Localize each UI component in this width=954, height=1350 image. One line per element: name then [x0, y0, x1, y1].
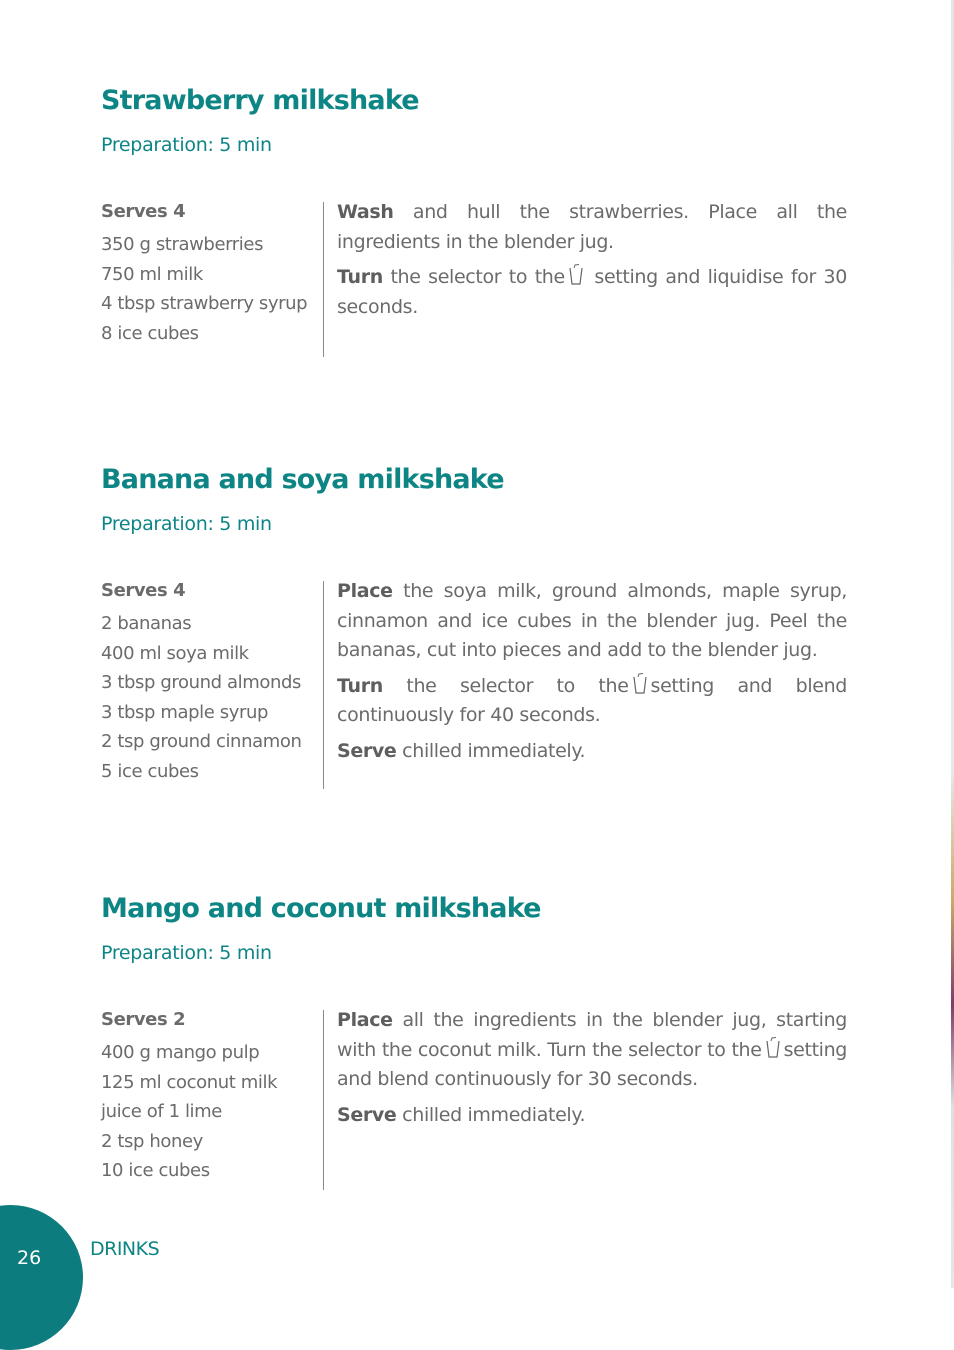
ingredient-item: 8 ice cubes	[101, 322, 199, 344]
ingredients-list	[101, 1006, 311, 1186]
ingredient-item: 3 tbsp maple syrup	[101, 701, 269, 723]
ingredient-item: juice of 1 lime	[101, 1101, 222, 1122]
ingredient-item: 2 tsp ground cinnamon	[101, 731, 302, 752]
recipe-title: Mango and coconut milkshake	[101, 893, 541, 924]
serves-label: Serves 4	[101, 201, 186, 222]
page-number-badge	[0, 1205, 83, 1350]
recipe-strawberry	[101, 83, 847, 344]
ingredients-list	[101, 198, 311, 348]
serves-label: Serves 2	[101, 1009, 186, 1030]
step-text: chilled immediately.	[396, 1103, 586, 1126]
ingredient-item: 350 g strawberries	[101, 234, 264, 255]
section-title: DRINKS	[90, 1238, 160, 1260]
page-number: 26	[17, 1247, 42, 1269]
method-text	[337, 1006, 847, 1136]
method-step	[337, 672, 847, 731]
step-verb: Wash	[337, 201, 394, 223]
recipe-banana-soya	[101, 462, 847, 782]
step-verb: Serve	[337, 1103, 397, 1126]
ingredient-item: 5 ice cubes	[101, 760, 199, 782]
serves-label: Serves 4	[101, 580, 186, 601]
ingredient-item: 10 ice cubes	[101, 1160, 210, 1181]
step-text: the selector to the	[382, 266, 565, 288]
step-text: setting and liquidise for 30 seconds.	[337, 266, 847, 318]
ingredient-item: 125 ml coconut milk	[101, 1071, 278, 1093]
preparation-time: Preparation: 5 min	[101, 942, 272, 964]
column-divider	[323, 202, 324, 357]
method-step	[337, 737, 847, 767]
step-verb: Place	[337, 1009, 393, 1031]
recipe-title: Banana and soya milkshake	[101, 464, 504, 495]
ingredient-item: 400 g mango pulp	[101, 1042, 260, 1063]
preparation-time: Preparation: 5 min	[101, 513, 272, 535]
step-text: setting and blend continuously for 40 seconds.	[337, 674, 847, 726]
method-text	[337, 577, 847, 772]
method-text	[337, 198, 847, 328]
method-step	[337, 1006, 847, 1095]
method-step	[337, 1101, 847, 1131]
ingredient-item: 3 tbsp ground almonds	[101, 672, 301, 693]
preparation-time: Preparation: 5 min	[101, 134, 272, 156]
ingredient-item: 4 tbsp strawberry syrup	[101, 293, 308, 314]
step-text: and hull the strawberries. Place all the ingredients in the blender jug.	[337, 201, 847, 253]
ingredients-list	[101, 577, 311, 786]
ingredient-item: 750 ml milk	[101, 263, 203, 285]
step-text: all the ingredients in the blender jug, starting with the coconut milk. Turn the selector to the	[337, 1009, 847, 1061]
glass-icon	[631, 673, 649, 695]
step-verb: Turn	[337, 266, 383, 288]
ingredient-item: 400 ml soya milk	[101, 642, 249, 664]
column-divider	[323, 581, 324, 789]
recipe-mango-coconut	[101, 891, 847, 1181]
step-verb: Turn	[337, 674, 383, 697]
step-verb: Serve	[337, 739, 397, 762]
method-step	[337, 577, 847, 666]
glass-icon	[764, 1037, 782, 1059]
method-step	[337, 263, 847, 322]
ingredient-item: 2 tsp honey	[101, 1130, 203, 1152]
step-text: the selector to the	[382, 674, 629, 697]
ingredient-item: 2 bananas	[101, 613, 192, 634]
step-text: chilled immediately.	[396, 739, 586, 762]
step-text: the soya milk, ground almonds, maple syrup, cinnamon and ice cubes in the blender jug. Peel the bananas, cut into pieces and add to the blender jug.	[337, 580, 847, 661]
step-verb: Place	[337, 580, 393, 602]
column-divider	[323, 1010, 324, 1190]
recipe-title: Strawberry milkshake	[101, 85, 419, 116]
method-step	[337, 198, 847, 257]
step-text: setting and blend continuously for 30 seconds.	[337, 1038, 847, 1090]
glass-icon	[567, 264, 585, 286]
